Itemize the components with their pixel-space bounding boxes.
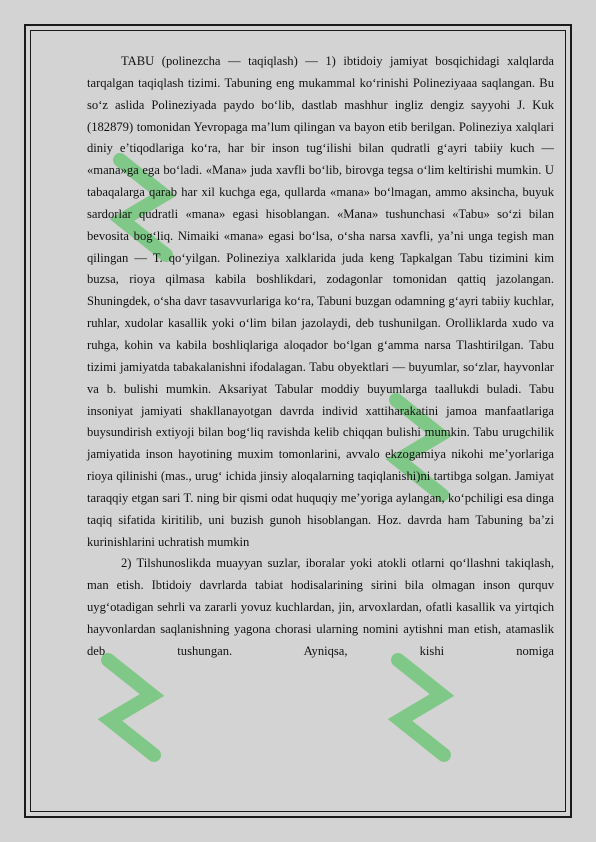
paragraph-linguistics: 2) Tilshunoslikda muayyan suzlar, iboralar yoki atokli otlarni qo‘llashni takiqlash, man etish. Ibtidoiy davrlarda tabiat hodisalarining sirini bila olmagan inson qurquv uyg‘otadigan sehrli va zararli yovuz kuchlardan, jin, arvoxlardan, ofatli kasallik va yirtqich hayvonlardan saqlanishning yagona chorasi ularning nomini aytishni man etish, atamaslik deb tushungan. Ayniqsa, kishi nomiga — [87, 556, 554, 658]
paragraph-tabu-definition: TABU (polinezcha — taqiqlash) — 1) ibtidoiy jamiyat bosqichidagi xalqlarda tarqalgan taqiqlash tizimi. Tabuning eng mukammal ko‘rinishi Polineziyaaa saqlangan. Bu so‘z aslida Polineziyada paydo bo‘lib, dastlab mashhur ingliz dengiz sayyohi J. Kuk (182879) tomonidan Yevropaga ma’lum qilingan va bayon etib berilgan. Polineziya xalqlari diniy e’tiqodlariga ko‘ra, har bir inson tug‘ilishi bilan qudratli g‘ayri tabiiy kuch — «mana»ga ega bo‘ladi. «Mana» juda xavfli bo‘lib, birovga tegsa o‘lim keltirishi mumkin. U tabaqalarga qarab har xil kuchga ega, qullarda «mana» bo‘lmagan, ammo aksincha, buyuk sardorlar qudratli «mana» egasi hisoblangan. «Mana» tushunchasi «Tabu» so‘zi bilan bevosita bog‘liq. Nimaiki «mana» egasi bo‘lsa, o‘sha narsa xavfli, ya’ni unga tegish man qilingan — T. qo‘yilgan. Polineziya xalklarida juda keng Tapkalgan Tabu tizimini kim buzsa, rioya qilmasa kabila boshlikdari, zodagonlar tomonidan qattiq jazolangan. Shuningdek, o‘sha davr tasavvurlariga ko‘ra, Tabuni buzgan odamning g‘ayri tabiiy kuchlar, ruhlar, xudolar kasallik yoki o‘lim bilan jazolaydi, deb tushunilgan. Orolliklarda xudo va ruhga, kohin va kabila boshliqlariga aloqador bo‘lgan g‘amma narsa Tlashtirilgan. Tabu tizimi jamiyatda tabakalanishni ifodalagan. Tabu obyektlari — buyumlar, so‘zlar, hayvonlar va b. bulishi mumkin. Aksariyat Tabular moddiy buyumlarga taallukdi buladi. Tabu insoniyat jamiyati shakllanayotgan davrda individ xattiharakatini jamoa manfaatlariga buysundirish extiyoji bilan bog‘liq ravishda kelib chiqqan bulishi mumkin. Tabu urugchilik jamiyatida inson hayotining muxim tomonlarini, avvalo ekzogamiya nikohi me’yorlariga rioya qilinishi (mas., urug‘ ichida jinsiy aloqalarning taqiqlanishi)ni tartibga solgan. Jamiyat taraqqiy etgan sari T. ning bir qismi odat huquqiy me’yoriga aylangan, ko‘pchiligi esa dinga taqiq sifatida kiritilib, uni buzish gunoh hisoblangan. Hoz. davrda ham Tabuning ba’zi kurinishlarini uchratish mumkin — [87, 54, 554, 549]
document-body — [87, 51, 554, 663]
